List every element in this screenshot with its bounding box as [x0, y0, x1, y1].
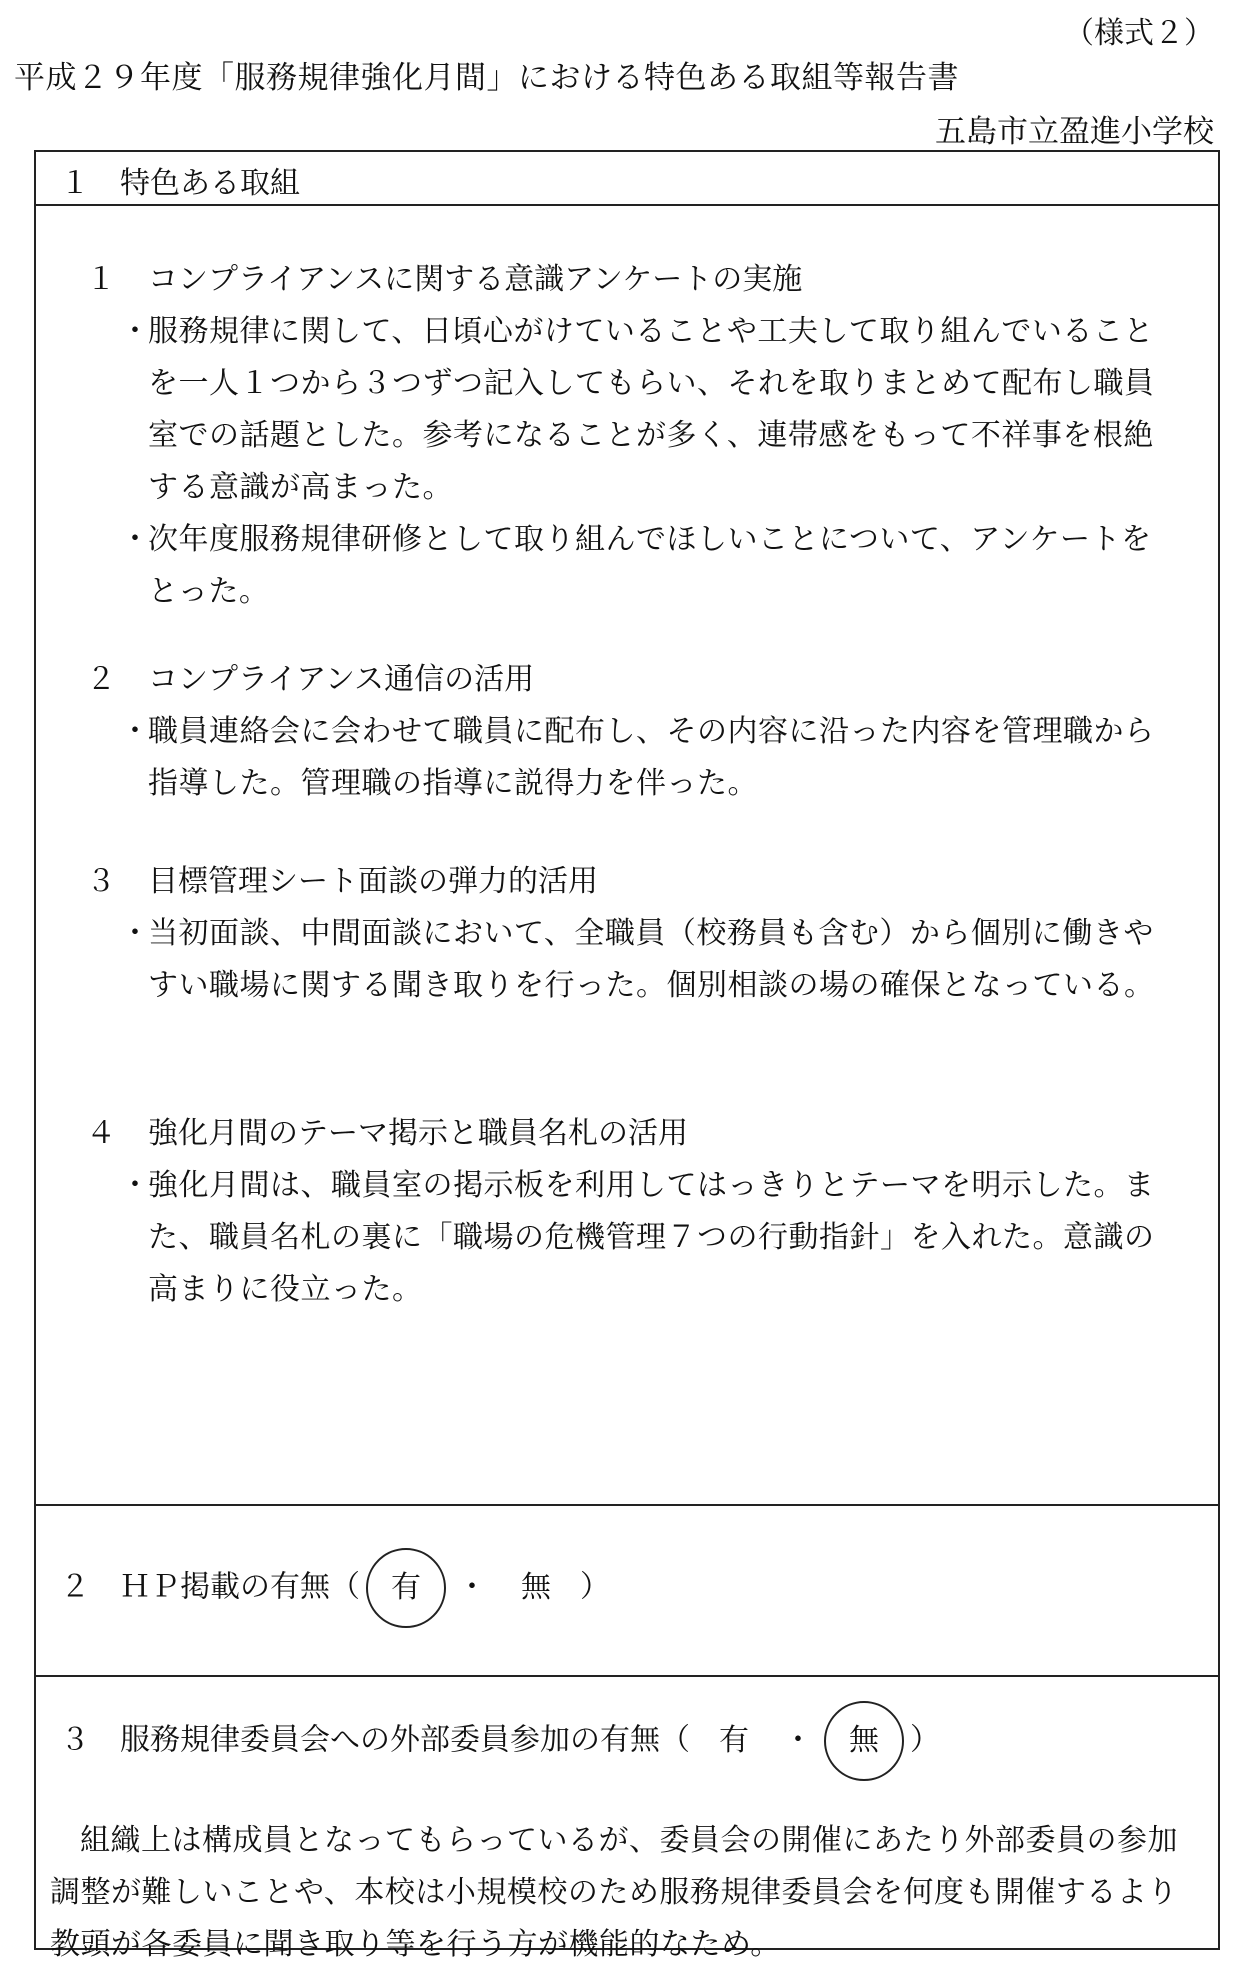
hp-option-yes-circled: 有 [366, 1548, 446, 1628]
school-name: 五島市立盈進小学校 [935, 114, 1214, 150]
external-member-close: ） [910, 1722, 940, 1758]
external-option-no-circled: 無 [824, 1701, 904, 1781]
option-separator: ・ [457, 1569, 487, 1605]
external-option-yes: 有 [719, 1722, 749, 1758]
form-number: （様式２） [1064, 16, 1214, 51]
section1-heading: １ 特色ある取組 [60, 166, 300, 201]
option-separator: ・ [783, 1722, 813, 1758]
initiative-bullet: ・ 強化月間は、職員室の掲示板を利用してはっきりとテーマを明示した。また、職員名札の裏に「職場の危機管理７つの行動指針」を入れた。意識の高まりに役立った。 [120, 1168, 1155, 1307]
hp-posting-close: ） [580, 1569, 610, 1605]
initiative-title: ４ 強化月間のテーマ掲示と職員名札の活用 [86, 1116, 688, 1151]
external-member-explanation: 組織上は構成員となってもらっているが、委員会の開催にあたり外部委員の参加調整が難しいことや、本校は小規模校のため服務規律委員会を何度も開催するより教頭が各委員に聞き取り等を行う方が機能的なため。 [50, 1823, 1178, 1962]
hp-posting-line [60, 1548, 610, 1628]
initiative-bullet: ・ 当初面談、中間面談において、全職員（校務員も含む）から個別に働きやすい職場に関する聞き取りを行った。個別相談の場の確保となっている。 [120, 916, 1155, 1003]
initiative-item-4 [86, 1108, 1178, 1316]
initiative-bullet: ・ 次年度服務規律研修として取り組んでほしいことについて、アンケートをとった。 [120, 522, 1152, 609]
external-member-line [60, 1701, 940, 1781]
section3-external-row [36, 1675, 1218, 1962]
initiative-item-1 [86, 254, 1178, 618]
section1-body [36, 204, 1218, 1506]
section1-header-row [36, 152, 1218, 206]
initiative-title: ２ コンプライアンス通信の活用 [86, 662, 535, 697]
initiative-title: ３ 目標管理シート面談の弾力的活用 [86, 864, 598, 899]
report-table [34, 150, 1220, 1962]
initiative-bullet: ・ 職員連絡会に会わせて職員に配布し、その内容に沿った内容を管理職から指導した。管理職の指導に説得力を伴った。 [120, 714, 1155, 801]
document-title: 平成２９年度「服務規律強化月間」における特色ある取組等報告書 [14, 60, 959, 96]
initiative-bullet: ・ 服務規律に関して、日頃心がけていることや工夫して取り組んでいることを一人１つから３つずつ記入してもらい、それを取りまとめて配布し職員室での話題とした。参考になることが多く、連帯感をもって不祥事を根絶する意識が高まった。 [120, 314, 1155, 505]
initiative-item-3 [86, 856, 1178, 1012]
hp-posting-label: ２ ＨＰ掲載の有無（ [60, 1569, 360, 1605]
initiative-title: １ コンプライアンスに関する意識アンケートの実施 [86, 262, 803, 297]
external-member-label: ３ 服務規律委員会への外部委員参加の有無（ [60, 1722, 690, 1758]
hp-option-no: 無 [521, 1569, 551, 1605]
initiative-item-2 [86, 654, 1178, 810]
section2-hp-row [36, 1504, 1218, 1677]
